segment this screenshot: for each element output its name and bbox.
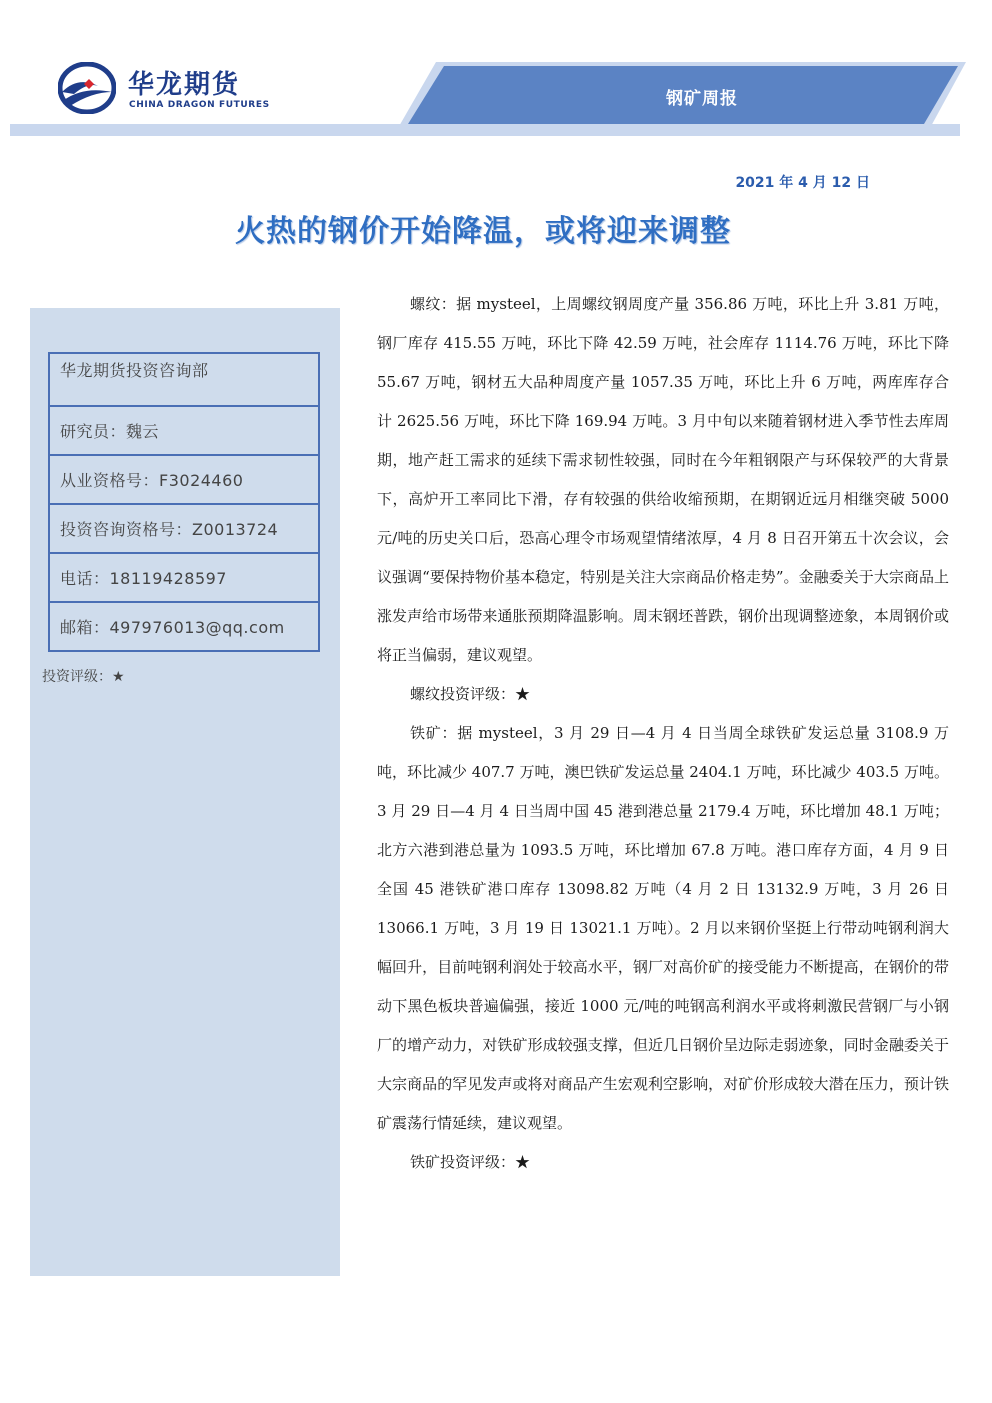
table-row [49, 353, 319, 406]
email-cell[interactable]: 邮箱：497976013@qq.com [49, 602, 319, 651]
analyst-info-table [48, 352, 320, 652]
department-cell: 华龙期货投资咨询部 [49, 353, 319, 406]
table-row [49, 553, 319, 602]
china-dragon-logo-icon [58, 62, 116, 114]
overall-rating: 投资评级：★ [42, 669, 125, 685]
report-type-label: 钢矿周报 [666, 89, 738, 109]
iron-ore-rating: 铁矿投资评级：★ [410, 1153, 531, 1171]
table-row [49, 504, 319, 553]
table-row [49, 602, 319, 651]
iron-ore-paragraph: 铁矿：据 mysteel，3 月 29 日—4 月 4 日当周全球铁矿发运总量 3108.9 万吨，环比减少 407.7 万吨，澳巴铁矿发运总量 2404.1 万吨，环比减少 403.5 万吨。3 月 29 日—4 月 4 日当周中国 45 港到港总量 2179.4 万吨，环比增加 48.1 万吨；北方六港到港总量为 1093.5 万吨，环比增加 67.8 万吨。港口库存方面，4 月 9 日全国 45 港铁矿港口库存 13098.82 万吨（4 月 2 日 13132.9 万吨，3 月 26 日 13066.1 万吨，3 月 19 日 13021.1 万吨）。2 月以来钢价坚挺上行带动吨钢利润大幅回升，目前吨钢利润处于较高水平，钢厂对高价矿的接受能力不断提高，在钢价的带动下黑色板块普遍偏强，接近 1000 元/吨的吨钢高利润水平或将刺激民营钢厂与小钢厂的增产动力，对铁矿形成较强支撑，但近几日钢价呈边际走弱迹象，同时金融委关于大宗商品的罕见发声或将对商品产生宏观利空影响，对矿价形成较大潜在压力，预计铁矿震荡行情延续，建议观望。 [377, 724, 949, 1132]
table-row [49, 406, 319, 455]
report-title: 火热的钢价开始降温，或将迎来调整 [235, 214, 731, 249]
table-row [49, 455, 319, 504]
researcher-cell: 研究员：魏云 [49, 406, 319, 455]
report-date: 2021 年 4 月 12 日 [735, 175, 870, 191]
qualification-cell: 从业资格号：F3024460 [49, 455, 319, 504]
report-body [377, 285, 949, 1182]
advisory-qualification-cell: 投资咨询资格号：Z0013724 [49, 504, 319, 553]
rebar-rating: 螺纹投资评级：★ [410, 685, 531, 703]
brand-name-en: CHINA DRAGON FUTURES [129, 100, 270, 110]
brand-name-cn: 华龙期货 [128, 70, 241, 100]
phone-cell: 电话：18119428597 [49, 553, 319, 602]
page-header [0, 0, 992, 150]
rebar-paragraph: 螺纹：据 mysteel，上周螺纹钢周度产量 356.86 万吨，环比上升 3.81 万吨，钢厂库存 415.55 万吨，环比下降 42.59 万吨，社会库存 1114.76 万吨，环比下降 55.67 万吨，钢材五大品种周度产量 1057.35 万吨，环比上升 6 万吨，两库库存合计 2625.56 万吨，环比下降 169.94 万吨。3 月中旬以来随着钢材进入季节性去库周期，地产赶工需求的延续下需求韧性较强，同时在今年粗钢限产与环保较严的大背景下，高炉开工率同比下滑，存有较强的供给收缩预期，在期钢近远月相继突破 5000 元/吨的历史关口后，恐高心理令市场观望情绪浓厚，4 月 8 日召开第五十次会议，会议强调“要保持物价基本稳定，特别是关注大宗商品价格走势”。金融委关于大宗商品上涨发声给市场带来通胀预期降温影响。周末钢坯普跌，钢价出现调整迹象，本周钢价或将正当偏弱，建议观望。 [377, 295, 949, 664]
